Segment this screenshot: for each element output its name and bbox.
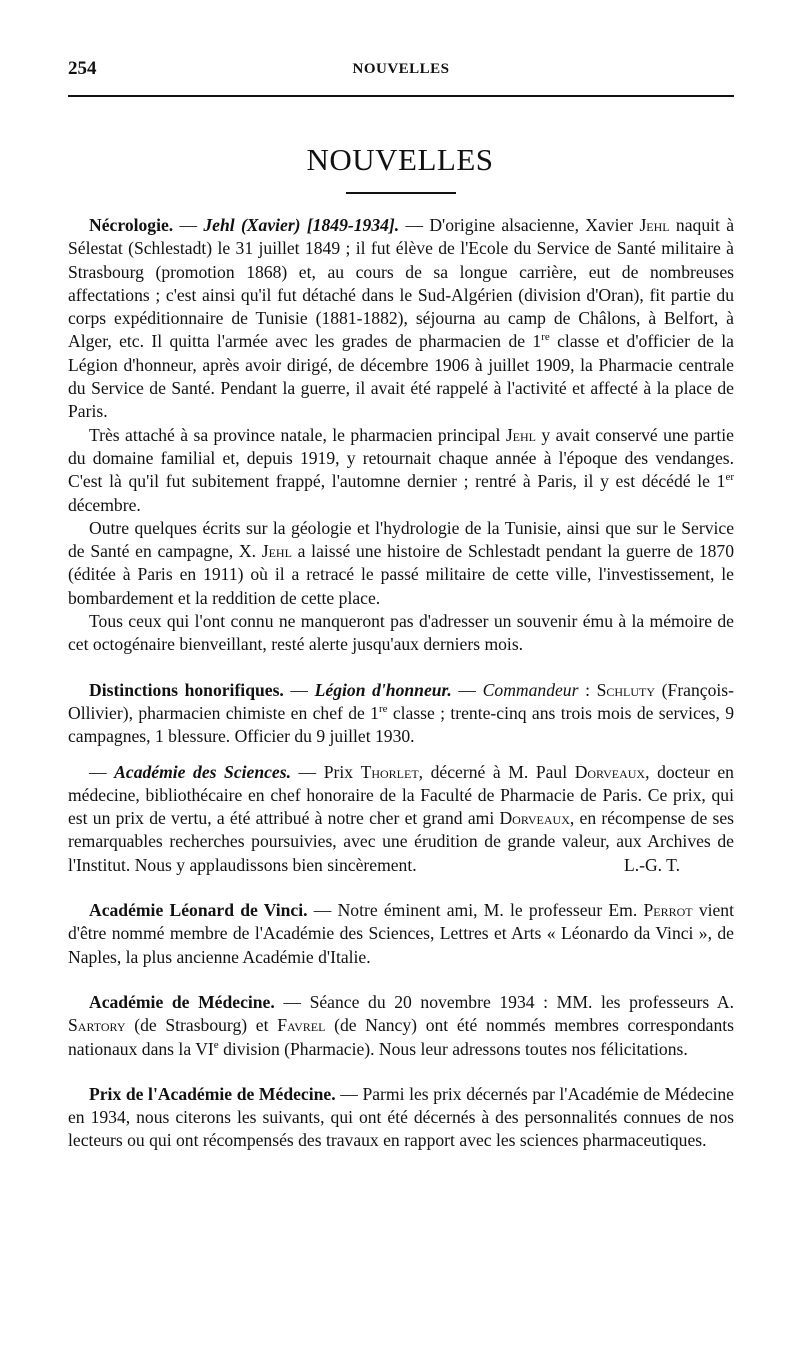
surname: Jehl bbox=[505, 424, 536, 445]
colon: : bbox=[578, 679, 597, 700]
necrologie-paragraph bbox=[68, 214, 734, 424]
surname: Schluty bbox=[596, 679, 656, 700]
surname: Favrel bbox=[277, 1015, 326, 1036]
text-run: — Séance du 20 novembre 1934 : MM. les professeurs A. bbox=[274, 991, 734, 1012]
medecine-paragraph bbox=[68, 991, 734, 1061]
text-run: naquit à Sélestat (Schlestadt) le 31 juillet 1849 ; il fut élève de l'Ecole du Service de Santé militaire à Strasbourg (promotion 1868) et, au cours de sa longue carrière, eut de nombreuses affectations ; c'est ainsi qu'il fut détaché dans le Sud-Algérien (division d'Oran), fit partie du corps expéditionnaire de Tunisie (1881-1882), séjourna au camp de Châlons, à Belfort, à Alger, etc. Il quitta l'armée avec les grades de pharmacien de 1 bbox=[68, 215, 734, 352]
superscript: re bbox=[378, 703, 388, 716]
text-run: division (Pharmacie). Nous leur adressons toutes nos félicitations. bbox=[218, 1038, 688, 1059]
running-header bbox=[68, 58, 734, 80]
text-run: — Notre éminent ami, M. le professeur Em. bbox=[307, 900, 644, 921]
text-run: vient d'être nommé membre de l'Académie des Sciences, Lettres et Arts « Léonardo da Vinci », de Naples, la plus ancienne Académie d'Italie. bbox=[68, 900, 734, 967]
leonard-paragraph bbox=[68, 899, 734, 969]
surname: Jehl bbox=[639, 215, 670, 235]
text-run: a laissé une histoire de Schlestadt pendant la guerre de 1870 (éditée à Paris en 1911) où il a retracé le passé militaire de cette ville, l'investissement, le bombardement et la reddition de cette place. bbox=[68, 541, 734, 608]
text-run: — D'origine alsacienne, Xavier bbox=[399, 215, 640, 235]
text-run: Très attaché à sa province natale, le pharmacien principal bbox=[89, 424, 506, 445]
leonard-label: Académie Léonard de Vinci. bbox=[89, 900, 308, 921]
distinctions-label: Distinctions honorifiques. bbox=[89, 679, 284, 700]
text-run: , en récompense de ses remarquables recherches poursuivies, avec une érudition de grande valeur, aux Archives de l'Institut. Nous y applaudissons bien sincèrement. bbox=[68, 808, 734, 875]
title-rule bbox=[346, 192, 456, 194]
text-run: classe et d'officier de la Légion d'honneur, après avoir dirigé, de décembre 1906 à juillet 1909, la Pharmacie centrale du Service de Santé. Pendant la guerre, il avait été rappelé à l'activité et affecté à la place de Paris. bbox=[68, 331, 734, 422]
text-run: Outre quelques écrits sur la géologie et l'hydrologie de la Tunisie, ainsi que sur le Service de Santé en campagne, X. bbox=[68, 517, 734, 562]
running-title: NOUVELLES bbox=[352, 61, 450, 77]
text-run: y avait conservé une partie du domaine familial et, depuis 1919, y retournait chaque année à l'époque des vendanges. C'est là qu'il fut subitement frappé, l'automne dernier ; rentré à Paris, il y est décédé le 1 bbox=[68, 424, 734, 492]
surname: Dorveaux bbox=[499, 808, 570, 829]
academie-sciences-label: Académie des Sciences. bbox=[114, 761, 291, 782]
text-run: , décerné à M. Paul bbox=[418, 761, 575, 782]
superscript: er bbox=[725, 471, 734, 484]
necrologie-name: Jehl (Xavier) [1849-1934]. bbox=[203, 215, 400, 235]
text-run: (de Strasbourg) et bbox=[125, 1015, 278, 1036]
legion-label: Légion d'honneur. bbox=[314, 679, 452, 700]
surname: Jehl bbox=[261, 541, 292, 562]
text-run: (François-Ollivier), pharmacien chimiste en chef de 1 bbox=[68, 679, 734, 723]
text-run: (de Nancy) ont été nommés membres correspondants nationaux dans la VI bbox=[68, 1015, 735, 1059]
text-run: , docteur en médecine, bibliothécaire en chef honoraire de la Faculté de Pharmacie de Paris. Ce prix, qui est un prix de vertu, a été attribué à notre cher et grand ami bbox=[68, 761, 734, 829]
commandeur-label: Commandeur bbox=[482, 679, 579, 700]
dash: — bbox=[173, 215, 204, 235]
header-rule bbox=[68, 95, 734, 97]
necrologie-paragraph-3 bbox=[68, 517, 734, 610]
text-run: décembre. bbox=[68, 494, 141, 515]
author-signature: L.-G. T. bbox=[623, 854, 680, 875]
surname: Sartory bbox=[68, 1015, 126, 1036]
section-title: NOUVELLES bbox=[306, 142, 494, 177]
surname: Thorlet bbox=[360, 761, 419, 782]
superscript: re bbox=[541, 331, 550, 344]
dash: — bbox=[89, 761, 115, 782]
surname: Dorveaux bbox=[574, 761, 646, 782]
prix-paragraph bbox=[68, 1083, 734, 1153]
page-number: 254 bbox=[68, 58, 97, 79]
surname: Perrot bbox=[643, 900, 693, 921]
dash: — bbox=[451, 679, 483, 700]
necrologie-label: Nécrologie. bbox=[89, 215, 174, 235]
necrologie-paragraph-4: Tous ceux qui l'ont connu ne manqueront pas d'adresser un souvenir ému à la mémoire de cet octogénaire bienveillant, resté alerte jusqu'aux derniers mois. bbox=[68, 611, 734, 655]
text-run: classe ; trente-cinq ans trois mois de services, 9 campagnes, 1 blessure. Officier du 9 juillet 1930. bbox=[68, 702, 734, 747]
distinctions-paragraph bbox=[68, 679, 734, 749]
dash: — bbox=[283, 679, 315, 700]
academie-sciences-paragraph bbox=[68, 761, 734, 877]
prix-label: Prix de l'Académie de Médecine. bbox=[89, 1083, 336, 1104]
necrologie-paragraph-2 bbox=[68, 424, 734, 517]
superscript: e bbox=[213, 1038, 219, 1051]
text-run: — Parmi les prix décernés par l'Académie de Médecine en 1934, nous citerons les suivants, qui ont été décernés à des personnalités connues de nos lecteurs ou qui ont récompensés des travaux en rapport avec les sciences pharmaceutiques. bbox=[68, 1083, 734, 1151]
text-run: — Prix bbox=[291, 761, 361, 782]
article-body bbox=[68, 214, 734, 1153]
medecine-label: Académie de Médecine. bbox=[89, 991, 275, 1012]
